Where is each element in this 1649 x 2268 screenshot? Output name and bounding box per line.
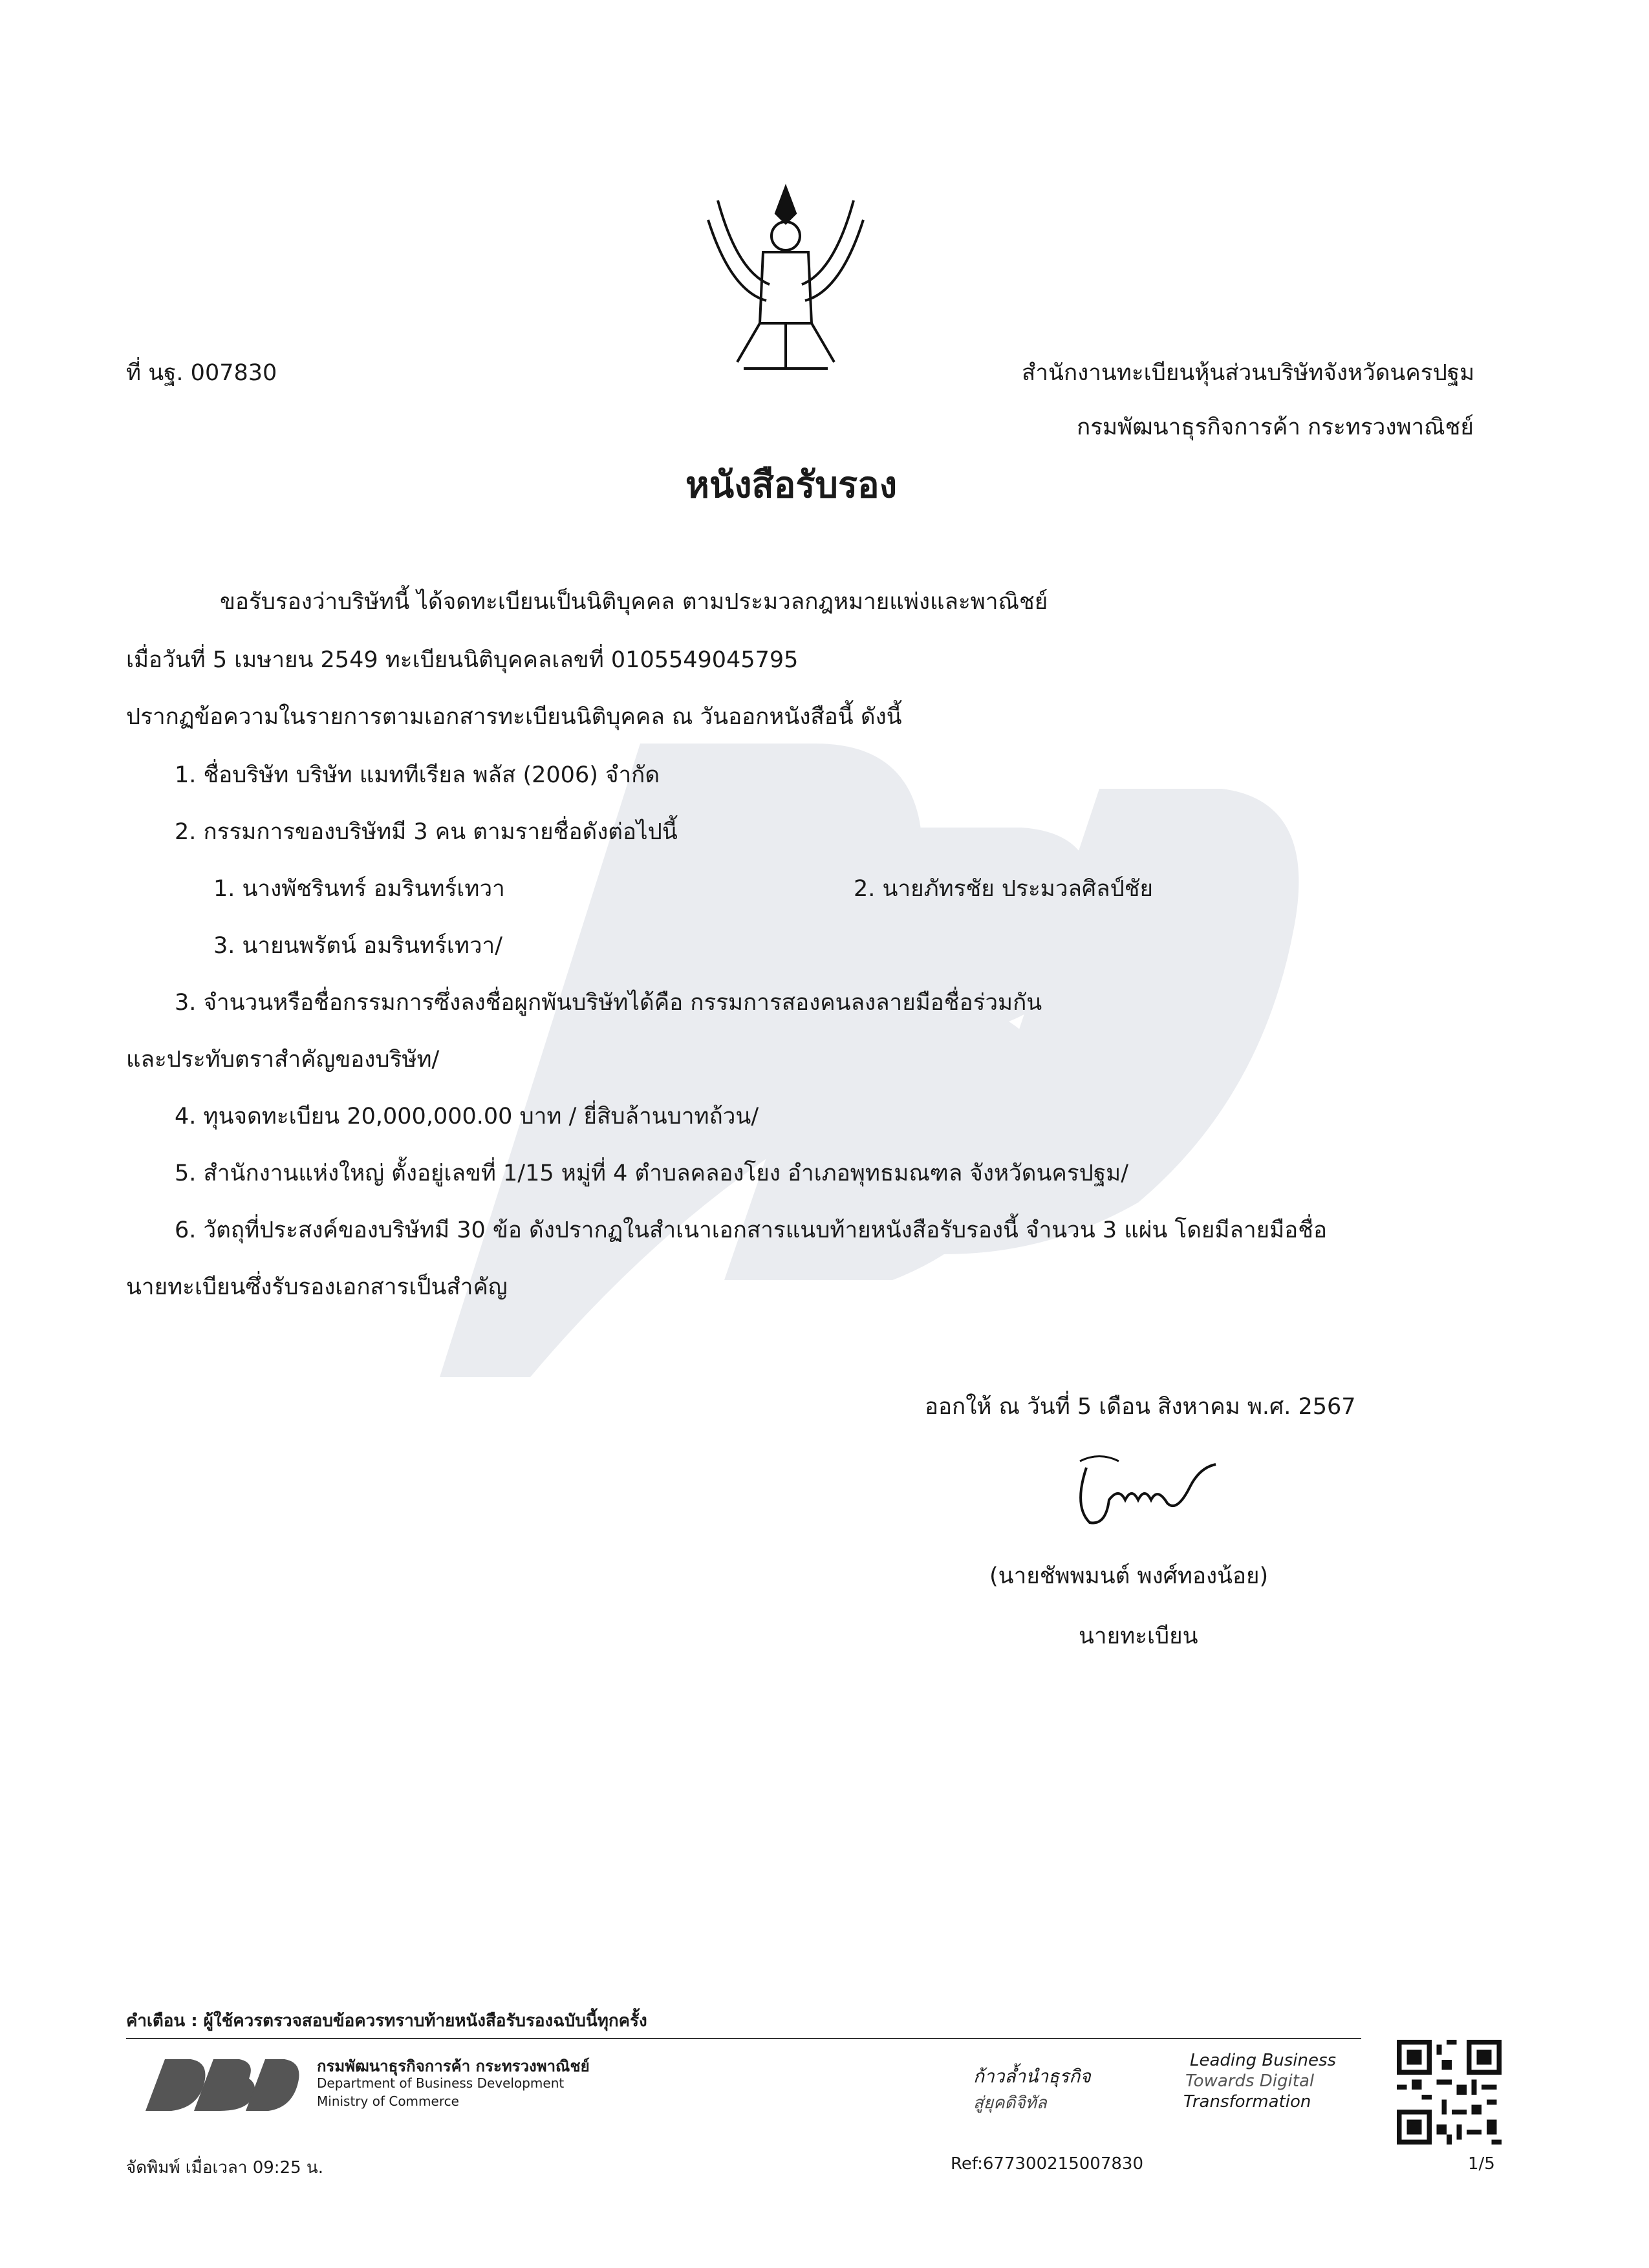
footer-divider (126, 2038, 1361, 2039)
footer-warning: คำเตือน : ผู้ใช้ควรตรวจสอบข้อควรทราบท้ายหนังสือรับรองฉบับนี้ทุกครั้ง (126, 2011, 647, 2031)
document-number: ที่ นฐ. 007830 (126, 360, 277, 386)
item-objectives-line-1: 6. วัตถุที่ประสงค์ของบริษัทมี 30 ข้อ ดังปรากฏในสำเนาเอกสารแนบท้ายหนังสือรับรองนี้ จำนวน 3 แผ่น โดยมีลายมือชื่อ (175, 1217, 1327, 1243)
slogan-thai-1: ก้าวล้ำนำธุรกิจ (973, 2066, 1091, 2087)
registrar-signature (1061, 1448, 1229, 1539)
dbd-watermark-logo (362, 634, 1332, 1442)
office-name: สำนักงานทะเบียนหุ้นส่วนบริษัทจังหวัดนครปฐม (1022, 360, 1475, 386)
footer-dept-thai: กรมพัฒนาธุรกิจการค้า กระทรวงพาณิชย์ (317, 2057, 590, 2075)
footer-dept-en-2: Ministry of Commerce (317, 2093, 459, 2109)
slogan-thai-2: สู่ยุคดิจิทัล (973, 2093, 1047, 2113)
printed-time: จัดพิมพ์ เมื่อเวลา 09:25 น. (126, 2158, 323, 2177)
qr-code (1397, 2040, 1502, 2145)
reference-number: Ref:677300215007830 (951, 2154, 1144, 2174)
intro-line-2: เมื่อวันที่ 5 เมษายน 2549 ทะเบียนนิติบุคคลเลขที่ 0105549045795 (126, 647, 799, 673)
slogan-en-1: Leading Business (1190, 2051, 1337, 2070)
item-signatory-line-1: 3. จำนวนหรือชื่อกรรมการซึ่งลงชื่อผูกพันบริษัทได้คือ กรรมการสองคนลงลายมือชื่อร่วมกัน (175, 990, 1042, 1016)
item-signatory-line-2: และประทับตราสำคัญของบริษัท/ (126, 1047, 440, 1073)
item-capital: 4. ทุนจดทะเบียน 20,000,000.00 บาท / ยี่สิบล้านบาทถ้วน/ (175, 1104, 759, 1129)
garuda-emblem (698, 175, 873, 388)
page-number: 1/5 (1468, 2154, 1495, 2174)
director-1: 1. นางพัชรินทร์ อมรินทร์เทวา (213, 876, 505, 902)
director-2: 2. นายภัทรชัย ประมวลศิลป์ชัย (854, 876, 1154, 902)
registrar-name: (นายชัพพมนต์ พงศ์ทองน้อย) (989, 1563, 1269, 1589)
registrar-title: นายทะเบียน (1079, 1623, 1198, 1649)
slogan-en-2: Towards Digital (1185, 2071, 1315, 2091)
issue-date: ออกให้ ณ วันที่ 5 เดือน สิงหาคม พ.ศ. 2567 (925, 1394, 1356, 1420)
item-company-name: 1. ชื่อบริษัท บริษัท แมททีเรียล พลัส (2006) จำกัด (175, 762, 660, 788)
item-head-office: 5. สำนักงานแห่งใหญ่ ตั้งอยู่เลขที่ 1/15 หมู่ที่ 4 ตำบลคลองโยง อำเภอพุทธมณฑล จังหวัดนครปฐม/ (175, 1161, 1129, 1186)
dbd-logo (139, 2049, 304, 2121)
document-title: หนังสือรับรอง (685, 464, 898, 506)
item-directors: 2. กรรมการของบริษัทมี 3 คน ตามรายชื่อดังต่อไปนี้ (175, 819, 678, 845)
footer-dept-en-1: Department of Business Development (317, 2075, 565, 2091)
intro-line-3: ปรากฏข้อความในรายการตามเอกสารทะเบียนนิติบุคคล ณ วันออกหนังสือนี้ ดังนี้ (126, 704, 902, 730)
intro-line-1: ขอรับรองว่าบริษัทนี้ ได้จดทะเบียนเป็นนิติบุคคล ตามประมวลกฎหมายแพ่งและพาณิชย์ (220, 589, 1048, 615)
department-name: กรมพัฒนาธุรกิจการค้า กระทรวงพาณิชย์ (1077, 414, 1474, 440)
item-objectives-line-2: นายทะเบียนซึ่งรับรองเอกสารเป็นสำคัญ (126, 1274, 508, 1300)
director-3: 3. นายนพรัตน์ อมรินทร์เทวา/ (213, 933, 503, 959)
slogan-en-3: Transformation (1183, 2092, 1311, 2112)
